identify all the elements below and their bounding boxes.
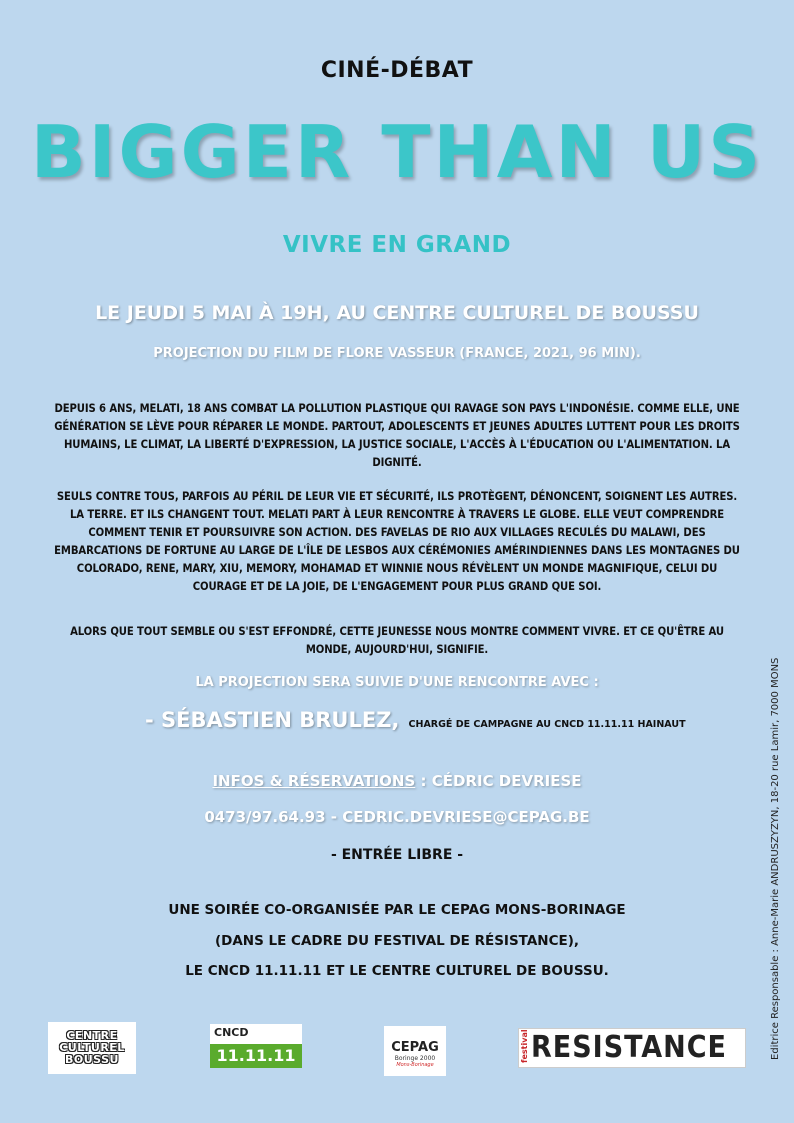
cepag-logo-tag: Mons-Borinage [396,1062,434,1068]
organizers-line-3: LE CNCD 11.11.11 ET LE CENTRE CULTUREL DE BOUSSU. [185,963,609,979]
cncd-logo [210,1024,302,1068]
film-subtitle: VIVRE EN GRAND [282,232,512,258]
event-date-location: LE JEUDI 5 MAI À 19H, AU CENTRE CULTUREL DE BOUSSU [95,302,699,324]
event-kicker: CINÉ-DÉBAT [320,58,474,83]
speaker-name: - SÉBASTIEN BRULEZ, [145,708,400,732]
organizers-line-1: UNE SOIRÉE CO-ORGANISÉE PAR LE CEPAG MONS-BORINAGE [168,902,626,918]
centre-culturel-boussu-logo [48,1022,136,1074]
contact-details[interactable]: 0473/97.64.93 - CEDRIC.DEVRIESE@CEPAG.BE [204,808,590,826]
film-title: BIGGER THAN US [30,110,764,194]
reservations-separator: : [415,772,432,790]
free-entry: - ENTRÉE LIBRE - [330,847,464,863]
resistance-logo-festival: festival [520,1029,529,1063]
cncd-logo-bottom: 11.11.11 [210,1044,302,1068]
organizers-line-2: (DANS LE CADRE DU FESTIVAL DE RÉSISTANCE), [214,933,580,949]
speaker-role: CHARGÉ DE CAMPAGNE AU CNCD 11.11.11 HAINAUT [408,719,686,730]
synopsis-paragraph-2: SEULS CONTRE TOUS, PARFOIS AU PÉRIL DE LEUR VIE ET SÉCURITÉ, ILS PROTÈGENT, DÉNONCENT, SOIGNENT LES AUTRES. LA TERRE. ET ILS CHANGENT TOUT. MELATI PART À LEUR RENCONTRE À TRAVERS LE GLOBE. ELLE VEUT COMPRENDRE COMMENT TENIR ET POURSUIVRE SON ACTION. DES FAVELAS DE RIO AUX VILLAGES RECULÉS DU MALAWI, DES EMBARCATIONS DE FORTUNE AU LARGE DE L'ÎLE DE LESBOS AUX CÉRÉMONIES AMÉRINDIENNES DANS LES MONTAGNES DU COLORADO, RENE, MARY, XIU, MEMORY, MOHAMAD ET WINNIE NOUS RÉVÈLENT UN MONDE MAGNIFIQUE, CELUI DU COURAGE ET DE LA JOIE, DE L'ENGAGEMENT POUR PLUS GRAND QUE SOI. [54,490,740,593]
cepag-logo-main: CEPAG [391,1040,439,1055]
resistance-logo-word: RESISTANCE [531,1030,727,1065]
meeting-intro: LA PROJECTION SERA SUIVIE D'UNE RENCONTRE AVEC : [195,675,599,690]
contact-name: CÉDRIC DEVRIESE [431,772,582,790]
publisher-note: Editrice Responsable : Anne-Marie ANDRUSZYZYN, 18-20 rue Lamir, 7000 MONS [770,657,781,1060]
festival-resistance-logo [518,1028,746,1068]
cepag-logo-sub: Boringe 2000 [394,1055,436,1062]
projection-info: PROJECTION DU FILM DE FLORE VASSEUR (FRANCE, 2021, 96 MIN). [153,346,641,361]
reservations-label: INFOS & RÉSERVATIONS [212,772,416,790]
cepag-logo [384,1026,446,1076]
cncd-logo-top: CNCD [214,1026,249,1039]
speaker [145,708,686,732]
synopsis-paragraph-3: ALORS QUE TOUT SEMBLE OU S'EST EFFONDRÉ, CETTE JEUNESSE NOUS MONTRE COMMENT VIVRE. ET CE QU'ÊTRE AU MONDE, AUJOURD'HUI, SIGNIFIE. [70,625,724,656]
cc-logo-line-2: CULTUREL [59,1041,125,1054]
cc-logo-line-3: BOUSSU [65,1053,119,1066]
synopsis-paragraph-1: DEPUIS 6 ANS, MELATI, 18 ANS COMBAT LA POLLUTION PLASTIQUE QUI RAVAGE SON PAYS L'INDONÉSIE. COMME ELLE, UNE GÉNÉRATION SE LÈVE POUR RÉPARER LE MONDE. PARTOUT, ADOLESCENTS ET JEUNES ADULTES LUTTENT POUR LES DROITS HUMAINS, LE CLIMAT, LA LIBERTÉ D'EXPRESSION, LA JUSTICE SOCIALE, L'ACCÈS À L'ÉDUCATION OU L'ALIMENTATION. LA DIGNITÉ. [54,402,740,469]
reservations-line [0,772,794,790]
cc-logo-line-1: CENTRE [66,1029,118,1042]
